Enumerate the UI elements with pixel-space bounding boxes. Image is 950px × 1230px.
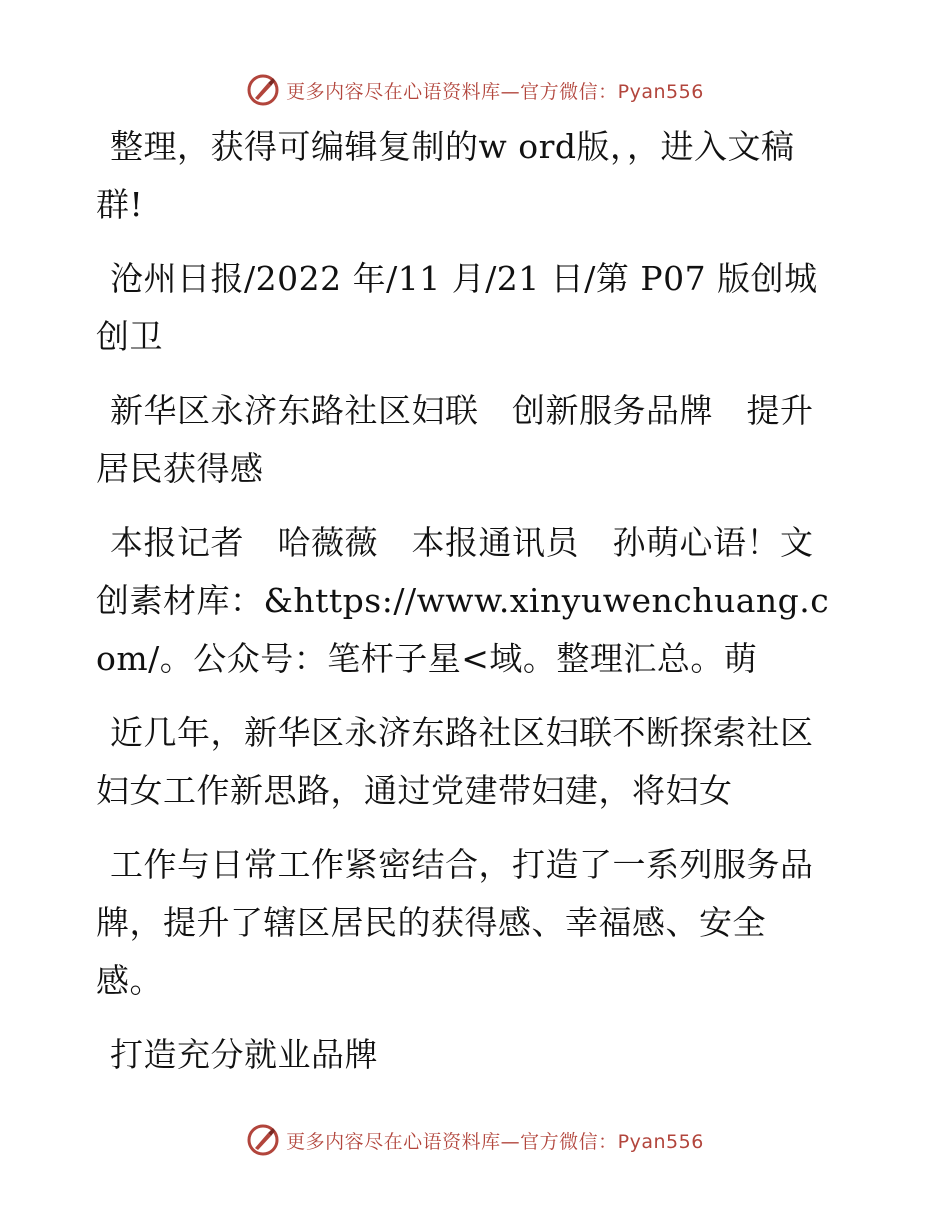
footer-banner xyxy=(0,1120,950,1160)
footer-banner-text: 更多内容尽在心语资料库—官方微信：Pyan556 xyxy=(286,1130,704,1153)
section-heading: 打造充分就业品牌 xyxy=(110,1035,378,1074)
header-banner xyxy=(0,70,950,110)
quill-circle-logo-icon xyxy=(246,73,280,107)
header-banner-text: 更多内容尽在心语资料库—官方微信：Pyan556 xyxy=(286,80,704,103)
paragraph-byline: 本报记者 哈薇薇 本报通讯员 孙萌心语！文创素材库：&https://www.xinyuwenchuang.com/。公众号：笔杆子星<域。整理汇总。萌 xyxy=(96,523,830,678)
quill-circle-logo-icon xyxy=(246,1123,280,1157)
paragraph-source-line: 沧州日报/2022 年/11 月/21 日/第 P07 版创城创卫 xyxy=(96,259,818,356)
article-headline: 新华区永济东路社区妇联 创新服务品牌 提升居民获得感 xyxy=(96,391,814,488)
document-body xyxy=(96,118,831,1100)
paragraph-body-2: 工作与日常工作紧密结合，打造了一系列服务品牌，提升了辖区居民的获得感、幸福感、安全感。 xyxy=(96,845,814,1000)
paragraph-intro: 整理，获得可编辑复制的w ord版，，进入文稿群! xyxy=(96,127,795,224)
paragraph-body-1: 近几年，新华区永济东路社区妇联不断探索社区妇女工作新思路，通过党建带妇建，将妇女 xyxy=(96,713,814,810)
